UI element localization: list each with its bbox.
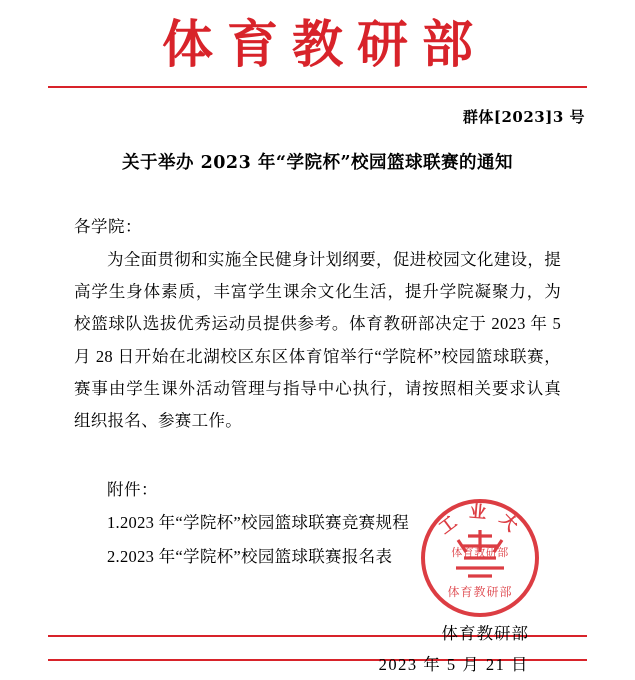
svg-text:工业大: 工业大 [435,501,530,545]
signature-org: 体育教研部 [441,623,529,643]
body-paragraph: 为全面贯彻和实施全民健身计划纲要，促进校园文化建设，提高学生身体素质，丰富学生课余文化生活，提升学院凝聚力，为校篮球队选拔优秀运动员提供参考。体育教研部决定于 2023 年 5 月 28 日开始在北湖校区东区体育馆举行“学院杯”校园篮球联赛，赛事由学生课外活动管理与指导中心执行，请按照相关要求认真组织报名、参赛工作。 [74,250,561,430]
letterhead-divider [48,86,587,88]
attachment-item: 1.2023 年“学院杯”校园篮球联赛竞赛规程 [107,513,410,533]
seal-center-text: 体育教研部 [451,546,509,559]
letterhead [48,0,587,88]
attachment-item: 2.2023 年“学院杯”校园篮球联赛报名表 [107,546,393,566]
document-title: 关于举办 2023 年“学院杯”校园篮球联赛的通知 [121,152,514,173]
doc-number-row [48,106,587,127]
document-body [48,211,587,437]
seal-bottom-text: 体育教研部 [447,585,513,599]
letterhead-org-name: 体育教研部 [161,15,487,75]
attachments-label: 附件： [107,480,158,500]
signature-date: 2023 年 5 月 21 日 [378,655,529,675]
doc-number: 群体[2023]3 号 [462,107,585,126]
salutation: 各学院： [74,216,142,236]
attachments-block [48,473,587,574]
